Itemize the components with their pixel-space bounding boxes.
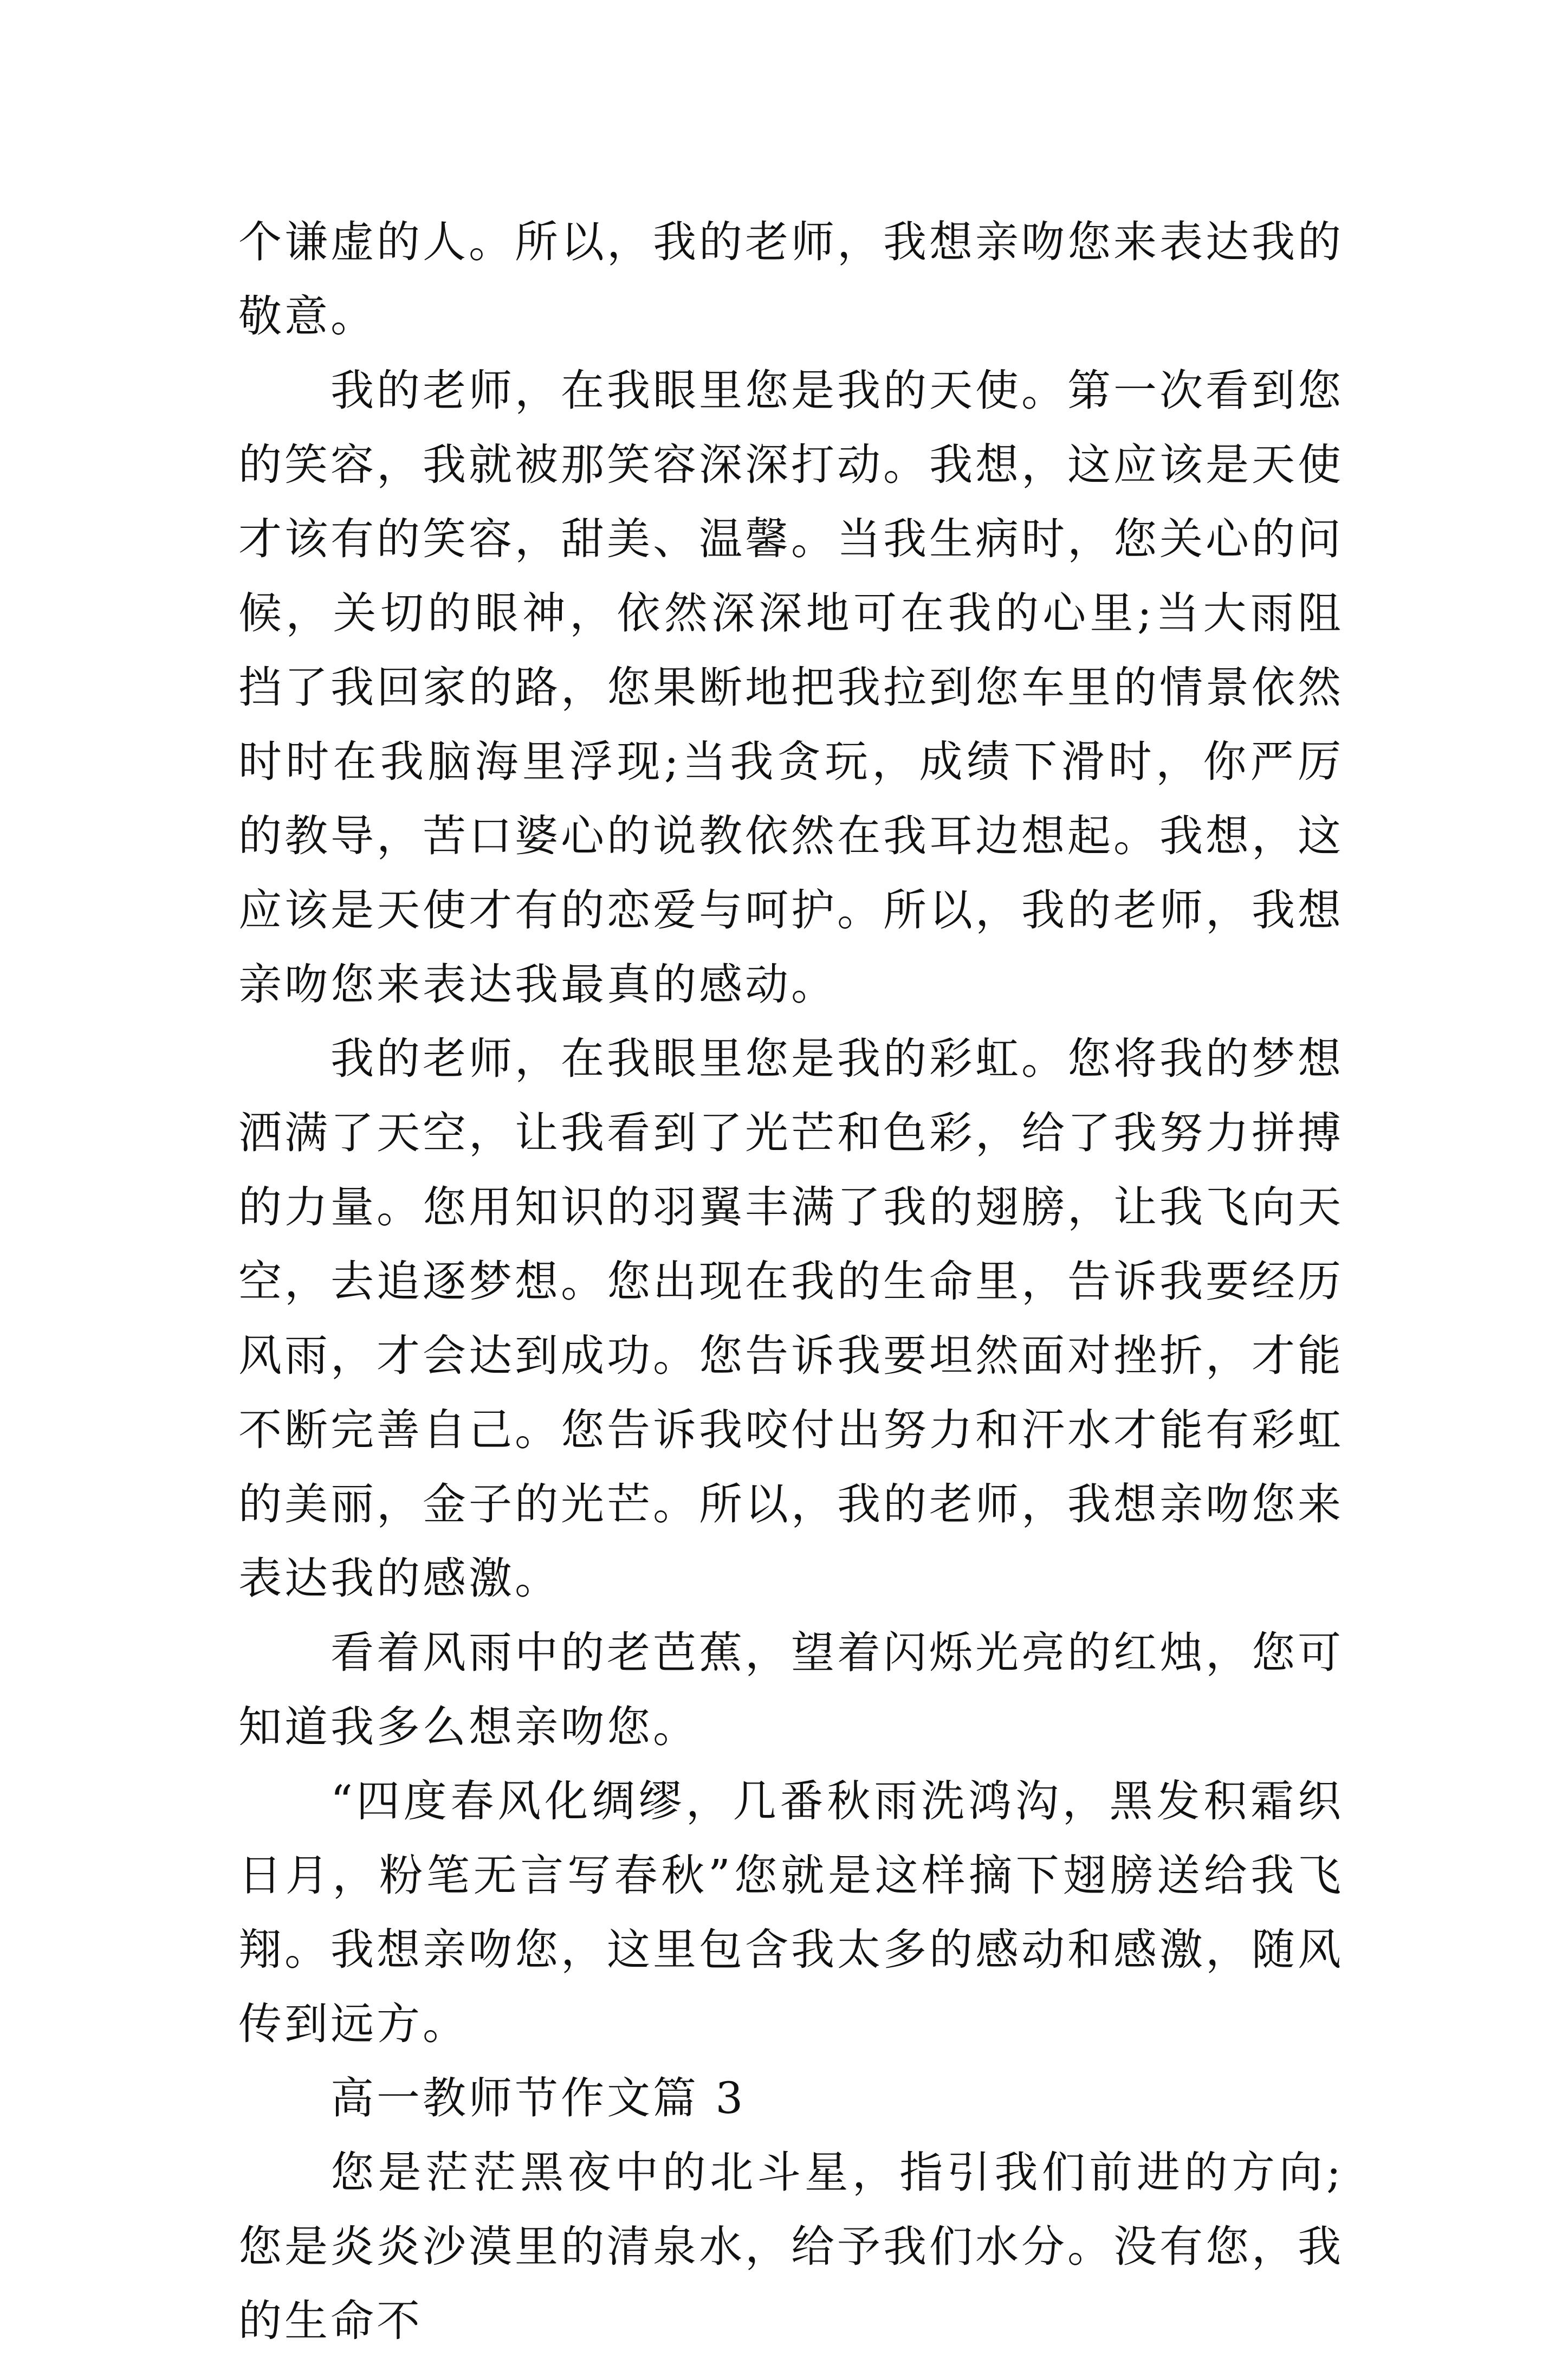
- paragraph-2: 我的老师，在我眼里您是我的天使。第一次看到您的笑容，我就被那笑容深深打动。我想，这应该是天使才该有的笑容，甜美、温馨。当我生病时，您关心的问候，关切的眼神，依然深深地可在我的心里;当大雨阻挡了我回家的路，您果断地把我拉到您车里的情景依然时时在我脑海里浮现;当我贪玩，成绩下滑时，你严厉的教导，苦口婆心的说教依然在我耳边想起。我想，这应该是天使才有的恋爱与呵护。所以，我的老师，我想亲吻您来表达我最真的感动。: [238, 365, 1344, 1010]
- document-body: [238, 205, 1344, 2358]
- paragraph-5: “四度春风化绸缪，几番秋雨洗鸿沟，黑发积霜织日月，粉笔无言写春秋”您就是这样摘下翅膀送给我飞翔。我想亲吻您，这里包含我太多的感动和感激，随风传到远方。: [238, 1776, 1344, 2049]
- paragraph-6: 您是茫茫黑夜中的北斗星，指引我们前进的方向;您是炎炎沙漠里的清泉水，给予我们水分。没有您，我的生命不: [238, 2147, 1344, 2346]
- paragraph-3: 我的老师，在我眼里您是我的彩虹。您将我的梦想洒满了天空，让我看到了光芒和色彩，给了我努力拼搏的力量。您用知识的羽翼丰满了我的翅膀，让我飞向天空，去追逐梦想。您出现在我的生命里，告诉我要经历风雨，才会达到成功。您告诉我要坦然面对挫折，才能不断完善自己。您告诉我咬付出努力和汗水才能有彩虹的美丽，金子的光芒。所以，我的老师，我想亲吻您来表达我的感激。: [238, 1033, 1344, 1604]
- paragraph-4: 看着风雨中的老芭蕉，望着闪烁光亮的红烛，您可知道我多么想亲吻您。: [238, 1627, 1344, 1752]
- paragraph-1: 个谦虚的人。所以，我的老师，我想亲吻您来表达我的敬意。: [238, 217, 1344, 341]
- section-heading: 高一教师节作文篇 3: [331, 2073, 746, 2123]
